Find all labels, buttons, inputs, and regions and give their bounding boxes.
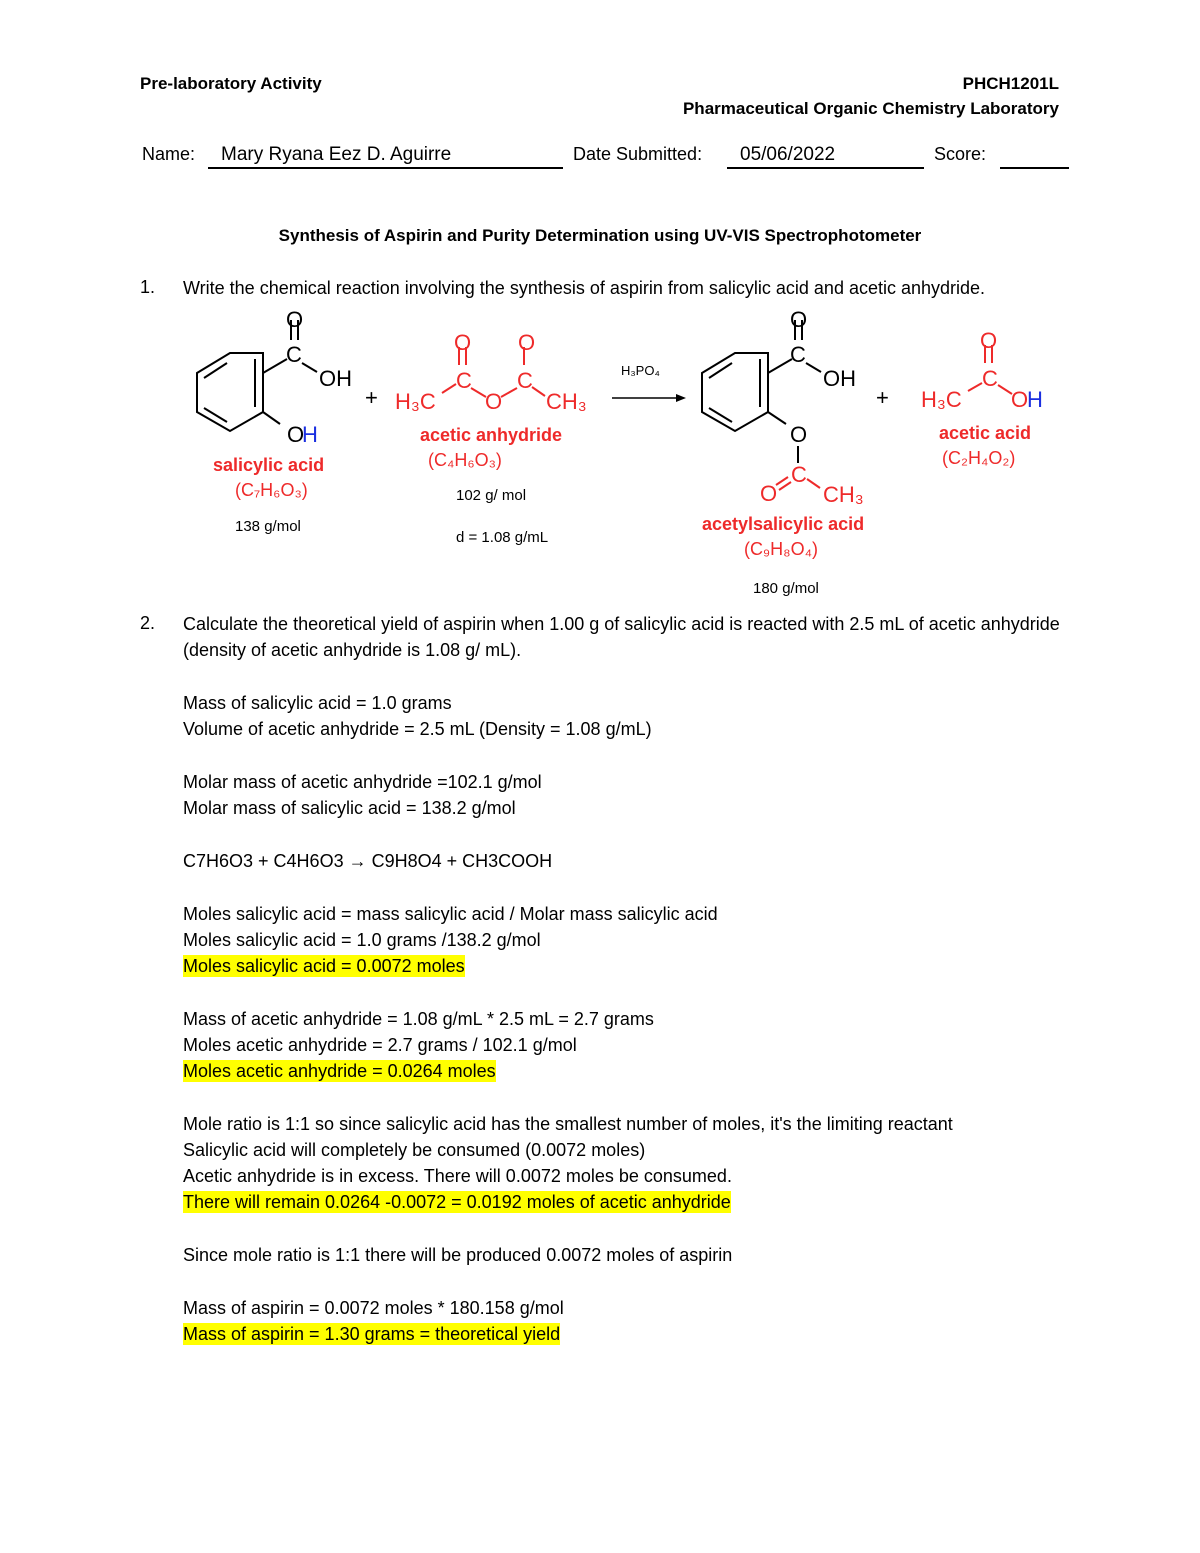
moles-formula: Moles salicylic acid = mass salicylic acid / Molar mass salicylic acid — [183, 904, 718, 924]
balanced-equation: C7H6O3 + C4H6O3 → C9H8O4 + CH3COOH — [183, 851, 553, 871]
atom-label: CH₃ — [823, 482, 864, 507]
course-code: PHCH1201L — [962, 74, 1059, 93]
anhydride-moles-calc: Moles acetic anhydride = 2.7 grams / 102.1 g/mol — [183, 1035, 577, 1055]
atom-label: OH — [823, 366, 856, 391]
atom-label: O — [1011, 387, 1029, 412]
atom-label: O — [760, 481, 778, 506]
question-1-number: 1. — [140, 277, 156, 297]
given-mass: Mass of salicylic acid = 1.0 grams — [183, 693, 452, 713]
molar-salicylic: Molar mass of salicylic acid = 138.2 g/mol — [183, 798, 516, 818]
atom-label: H₃C — [921, 387, 962, 412]
limiting-reactant: Mole ratio is 1:1 so since salicylic acid has the smallest number of moles, it's the limiting reactant — [183, 1114, 953, 1134]
atom-label: O — [286, 307, 304, 332]
anhydride-mass-calc: Mass of acetic anhydride = 1.08 g/mL * 2.5 mL = 2.7 grams — [183, 1009, 654, 1029]
aspirin-mass: 180 g/mol — [753, 580, 819, 597]
plus-sign: + — [876, 385, 889, 410]
acetic-anhydride-structure — [395, 330, 587, 546]
aspirin-formula: (C₉H₈O₄) — [744, 539, 818, 559]
atom-label: C — [982, 366, 998, 391]
atom-label: O — [980, 328, 998, 353]
atom-label: H — [302, 422, 318, 447]
molar-anhydride: Molar mass of acetic anhydride =102.1 g/mol — [183, 772, 542, 792]
salicylic-mass: 138 g/mol — [235, 518, 301, 535]
aspirin-name: acetylsalicylic acid — [702, 514, 865, 534]
atom-label: H₃C — [395, 389, 436, 414]
reaction-scheme — [180, 305, 1080, 605]
anhydride-density: d = 1.08 g/mL — [456, 529, 549, 546]
acetic-acid-structure — [921, 328, 1043, 468]
question-1-text: Write the chemical reaction involving the synthesis of aspirin from salicylic acid and acetic anhydride. — [183, 278, 986, 298]
name-label: Name: — [142, 144, 196, 164]
name-value: Mary Ryana Eez D. Aguirre — [221, 144, 452, 165]
atom-label: H — [1027, 387, 1043, 412]
anhydride-name: acetic anhydride — [420, 425, 563, 445]
date-label: Date Submitted: — [573, 144, 703, 164]
anhydride-formula: (C₄H₆O₃) — [428, 450, 502, 470]
score-field[interactable] — [1000, 144, 1069, 169]
date-value: 05/06/2022 — [740, 144, 836, 165]
anhydride-mass: 102 g/ mol — [456, 487, 527, 504]
question-2-number: 2. — [140, 613, 156, 633]
score-label: Score: — [934, 144, 987, 164]
moles-anhydride-result: Moles acetic anhydride = 0.0264 moles — [183, 1061, 496, 1081]
question-2-text: Calculate the theoretical yield of aspirin when 1.00 g of salicylic acid is reacted with 2.5 mL of acetic anhydride (density of acetic anhydride is 1.08 g/ mL). — [183, 614, 1060, 660]
aspirin-structure — [702, 307, 864, 597]
theoretical-yield-result: Mass of aspirin = 1.30 grams = theoretical yield — [183, 1324, 561, 1344]
atom-label: O — [287, 422, 305, 447]
atom-label: C — [517, 368, 533, 393]
moles-substitution: Moles salicylic acid = 1.0 grams /138.2 g/mol — [183, 930, 541, 950]
catalyst-label: H₃PO₄ — [621, 363, 660, 378]
plus-sign: + — [365, 385, 378, 410]
atom-label: O — [485, 389, 503, 414]
atom-label: C — [791, 462, 807, 487]
atom-label: O — [518, 330, 536, 355]
excess-note: Acetic anhydride is in excess. There will 0.0072 moles be consumed. — [183, 1166, 732, 1186]
document-title: Synthesis of Aspirin and Purity Determination using UV-VIS Spectrophotometer — [278, 226, 922, 245]
acetic-formula: (C₂H₄O₂) — [942, 448, 1016, 468]
atom-label: O — [790, 307, 808, 332]
atom-label: O — [790, 422, 808, 447]
consumed-note: Salicylic acid will completely be consumed (0.0072 moles) — [183, 1140, 646, 1160]
date-field[interactable] — [727, 144, 924, 169]
atom-label: OH — [319, 366, 352, 391]
name-field[interactable] — [208, 144, 563, 169]
aspirin-mass-calc: Mass of aspirin = 0.0072 moles * 180.158 g/mol — [183, 1298, 564, 1318]
atom-label: C — [790, 342, 806, 367]
acetic-name: acetic acid — [939, 423, 1032, 443]
salicylic-acid-structure — [197, 307, 352, 535]
given-volume: Volume of acetic anhydride = 2.5 mL (Density = 1.08 g/mL) — [183, 719, 652, 739]
course-name: Pharmaceutical Organic Chemistry Laboratory — [682, 99, 1059, 118]
atom-label: C — [456, 368, 472, 393]
salicylic-formula: (C₇H₆O₃) — [235, 480, 308, 500]
moles-salicylic-result: Moles salicylic acid = 0.0072 moles — [183, 956, 465, 976]
atom-label: C — [286, 342, 302, 367]
atom-label: O — [454, 330, 472, 355]
remaining-result: There will remain 0.0264 -0.0072 = 0.0192 moles of acetic anhydride — [183, 1192, 731, 1212]
atom-label: CH₃ — [546, 389, 587, 414]
salicylic-name: salicylic acid — [213, 455, 325, 475]
activity-title: Pre-laboratory Activity — [140, 74, 322, 93]
produced-note: Since mole ratio is 1:1 there will be produced 0.0072 moles of aspirin — [183, 1245, 733, 1265]
